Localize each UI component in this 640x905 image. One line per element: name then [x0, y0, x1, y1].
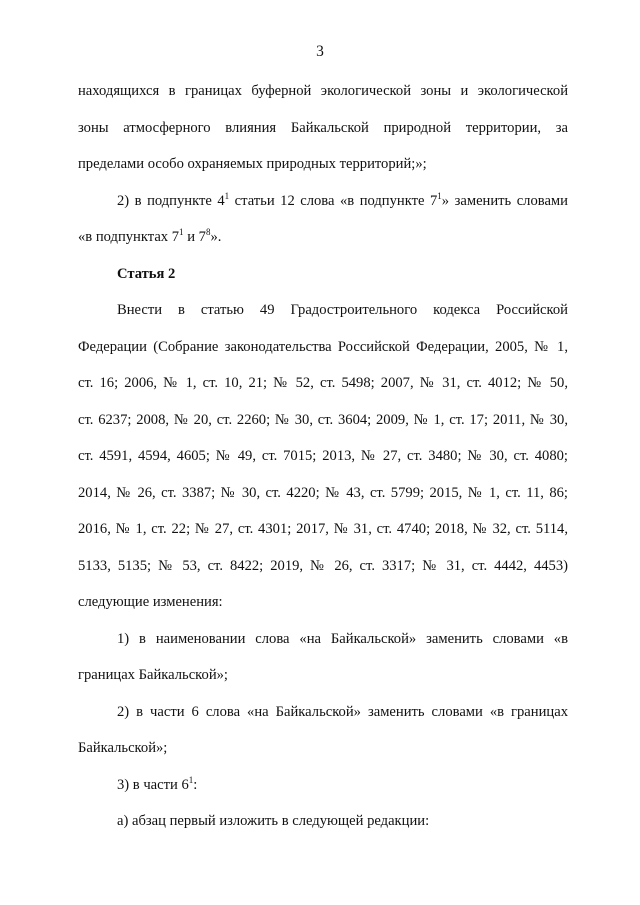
- paragraph-3-line-7: 2016, № 1, ст. 22; № 27, ст. 4301; 2017, № 31, ст. 4740; 2018, № 32, ст. 5114,: [78, 521, 568, 537]
- superscript: 1: [224, 190, 230, 201]
- text-fragment: статьи 12 слова «в подпункте 7: [229, 192, 438, 209]
- text-fragment: 3) в части 6: [117, 776, 189, 793]
- paragraph-5-line-1: 2) в части 6 слова «на Байкальской» заменить словами «в границах: [117, 703, 568, 720]
- paragraph-2-line-2: [78, 225, 568, 262]
- text-fragment: и 7: [183, 229, 206, 245]
- text-fragment: ».: [210, 229, 222, 245]
- text-fragment: 2) в подпункте 4: [117, 192, 225, 209]
- paragraph-4-line-1: 1) в наименовании слова «на Байкальской» заменить словами «в: [117, 630, 568, 647]
- superscript: 8: [205, 227, 211, 237]
- document-body: [78, 79, 568, 846]
- paragraph-6: [78, 773, 568, 810]
- text-fragment: «в подпунктах 7: [78, 229, 180, 245]
- text-fragment: » заменить словами: [441, 192, 568, 209]
- superscript: 1: [188, 774, 194, 785]
- paragraph-3-line-5: ст. 4591, 4594, 4605; № 49, ст. 7015; 2013, № 27, ст. 3480; № 30, ст. 4080;: [78, 448, 568, 464]
- paragraph-1-line-1: находящихся в границах буферной экологической зоны и экологической: [78, 83, 568, 99]
- paragraph-3-line-2: Федерации (Собрание законодательства Российской Федерации, 2005, № 1,: [78, 338, 568, 355]
- paragraph-3-line-9: следующие изменения:: [78, 594, 223, 610]
- paragraph-3-line-6: 2014, № 26, ст. 3387; № 30, ст. 4220; № 43, ст. 5799; 2015, № 1, ст. 11, 86;: [78, 484, 568, 501]
- paragraph-3-line-3: ст. 16; 2006, № 1, ст. 10, 21; № 52, ст. 5498; 2007, № 31, ст. 4012; № 50,: [78, 375, 568, 391]
- paragraph-3-line-8: 5133, 5135; № 53, ст. 8422; 2019, № 26, ст. 3317; № 31, ст. 4442, 4453): [78, 557, 568, 574]
- paragraph-4-line-2: границах Байкальской»;: [78, 667, 228, 683]
- article-2-heading: Статья 2: [117, 265, 176, 282]
- superscript: 1: [179, 227, 184, 237]
- paragraph-1-line-2: зоны атмосферного влияния Байкальской природной территории, за: [78, 119, 568, 136]
- text-fragment: :: [193, 776, 198, 793]
- page-number: 3: [316, 43, 324, 60]
- paragraph-2-line-1: [78, 189, 568, 226]
- superscript: 1: [437, 190, 442, 201]
- paragraph-3-line-1: Внести в статью 49 Градостроительного кодекса Российской: [117, 302, 568, 318]
- paragraph-5-line-2: Байкальской»;: [78, 740, 168, 756]
- paragraph-7: а) абзац первый изложить в следующей редакции:: [117, 813, 430, 829]
- paragraph-3-line-4: ст. 6237; 2008, № 20, ст. 2260; № 30, ст. 3604; 2009, № 1, ст. 17; 2011, № 30,: [78, 411, 568, 428]
- paragraph-1-line-3: пределами особо охраняемых природных территорий;»;: [78, 156, 427, 172]
